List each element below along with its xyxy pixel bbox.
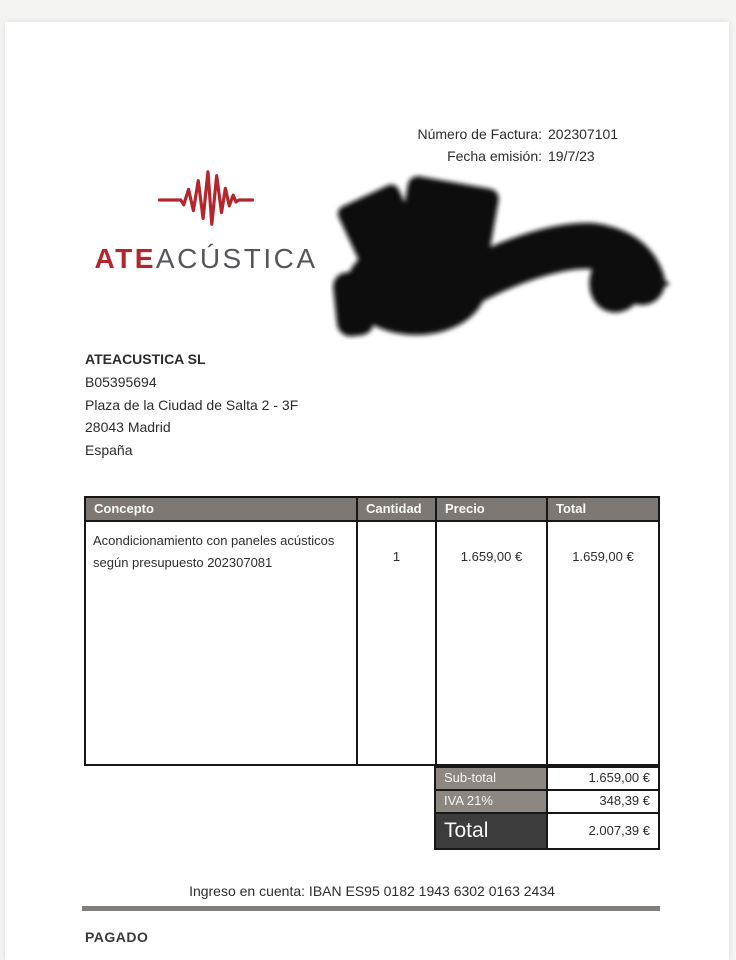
header-cell-cantidad: Cantidad <box>356 498 435 520</box>
header-cell-precio: Precio <box>435 498 546 520</box>
invoice-meta <box>356 126 636 164</box>
iva-label: IVA 21% <box>436 791 548 812</box>
subtotal-value: 1.659,00 € <box>588 770 650 785</box>
grand-total-label: Total <box>436 814 548 848</box>
table-row <box>86 522 658 764</box>
totals-table <box>434 766 660 850</box>
brand-suffix: ACÚSTICA <box>155 243 318 274</box>
items-table-header <box>86 498 658 522</box>
iva-row <box>436 789 658 812</box>
company-address: Plaza de la Ciudad de Salta 2 - 3F <box>85 396 299 413</box>
company-city: 28043 Madrid <box>85 419 171 436</box>
cell-total: 1.659,00 € <box>546 522 658 764</box>
cell-concepto: Acondicionamiento con paneles acústicos según presupuesto 202307081 <box>93 533 335 570</box>
divider-rule <box>82 906 660 911</box>
company-tax-id: B05395694 <box>85 373 157 390</box>
grand-total-row <box>436 812 658 848</box>
invoice-number-value: 202307101 <box>548 126 619 142</box>
issue-date-value: 19/7/23 <box>548 148 595 164</box>
subtotal-row <box>436 768 658 789</box>
grand-total-value: 2.007,39 € <box>588 823 650 838</box>
iva-value: 348,39 € <box>599 793 650 808</box>
paid-status: PAGADO <box>85 929 149 945</box>
cell-precio: 1.659,00 € <box>435 522 546 764</box>
payment-instruction: Ingreso en cuenta: IBAN ES95 0182 1943 6302 0163 2434 <box>189 883 555 899</box>
company-logo <box>88 168 324 275</box>
issue-date-label: Fecha emisión: <box>447 148 542 164</box>
company-details <box>85 348 298 462</box>
header-cell-total: Total <box>546 498 658 520</box>
items-table <box>84 496 660 766</box>
cell-cantidad: 1 <box>356 522 435 764</box>
brand-prefix: ATE <box>94 243 156 274</box>
company-country: España <box>85 442 133 459</box>
brand-name <box>88 243 324 275</box>
header-cell-concepto: Concepto <box>94 501 154 516</box>
subtotal-label: Sub-total <box>436 768 548 789</box>
company-name: ATEACUSTICA SL <box>85 351 206 367</box>
audio-waveform-icon <box>157 168 255 232</box>
redaction-scribble <box>330 160 675 340</box>
invoice-number-label: Número de Factura: <box>417 126 542 142</box>
